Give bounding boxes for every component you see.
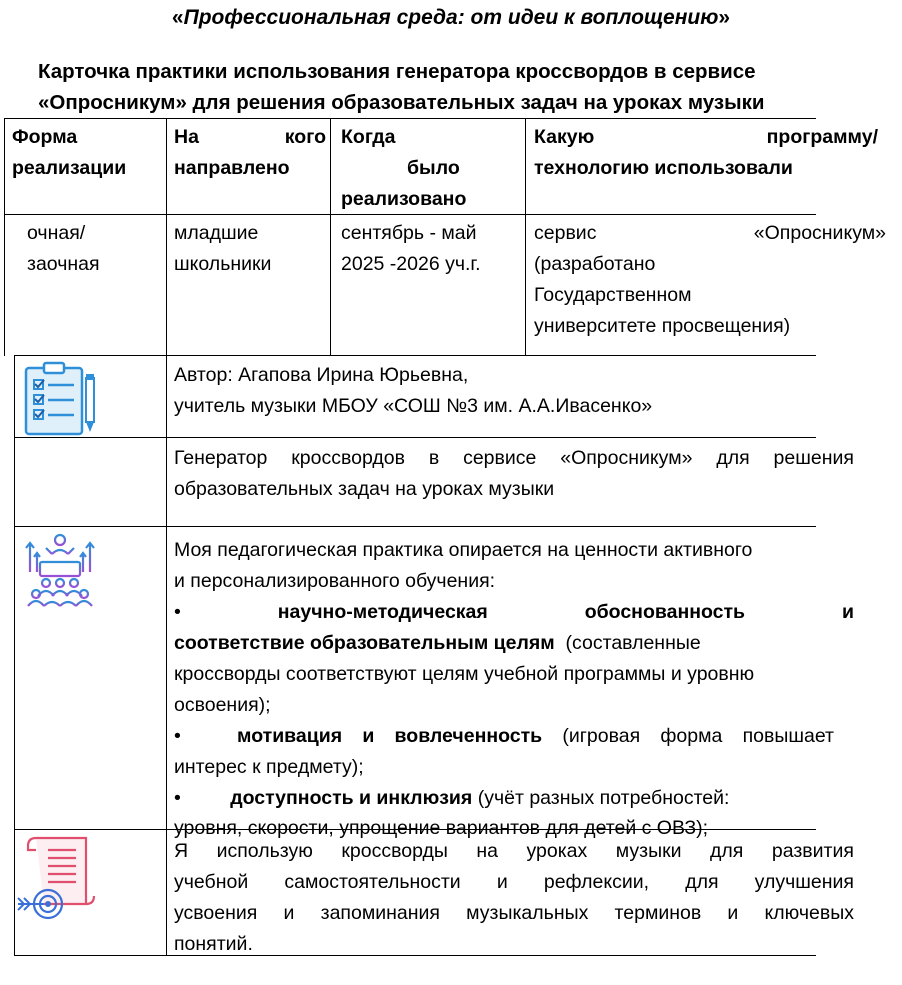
value-tech: сервис «Опросникум» (разработано Государственном университете просвещения) bbox=[534, 222, 886, 337]
value-when: сентябрь - май 2025 -2026 уч.г. bbox=[341, 222, 481, 275]
header-form: Форма реализации bbox=[12, 126, 127, 179]
author-block: Автор: Агапова Ирина Юрьевна, учитель музыки МБОУ «СОШ №3 им. А.А.Ивасенко» bbox=[174, 364, 653, 417]
document-title: «Профессиональная среда: от идеи к воплощению» bbox=[171, 6, 731, 29]
document-subtitle: Карточка практики использования генератора кроссвордов в сервисе «Опросникум» для решения образовательных задач на уроках музыки bbox=[38, 60, 765, 114]
usage-block: Я использую кроссворды на уроках музыки для развития учебной самостоятельности и рефлексии, для улучшения усвоения и запоминания музыкальных терминов и ключевых понятий. bbox=[174, 840, 854, 955]
values-block: Моя педагогическая практика опирается на ценности активного и персонализированного обучения: • научно-методическая обоснованность и соответствие образовательным целям (составленные кроссворды соответствуют целям учебной программы и уровню освоения); • мотивация и вовлеченность (игровая форма повышает интерес к предмету); • доступность и инклюзия (учёт разных потребностей: уровня, скорости, упрощение вариантов для детей с ОВЗ); bbox=[174, 539, 854, 839]
topic-block: Генератор кроссвордов в сервисе «Опросникум» для решения образовательных задач на уроках музыки bbox=[174, 447, 854, 500]
header-tech: Какую программу/ технологию использовали bbox=[534, 126, 878, 179]
header-target: На кого направлено bbox=[174, 126, 326, 179]
checklist-clipboard-icon bbox=[20, 360, 100, 438]
scroll-target-icon bbox=[14, 834, 100, 922]
team-growth-icon bbox=[22, 532, 98, 608]
header-when: Когда было реализовано bbox=[341, 126, 467, 210]
value-target: младшие школьники bbox=[174, 222, 272, 275]
value-form: очная/ заочная bbox=[27, 222, 100, 275]
